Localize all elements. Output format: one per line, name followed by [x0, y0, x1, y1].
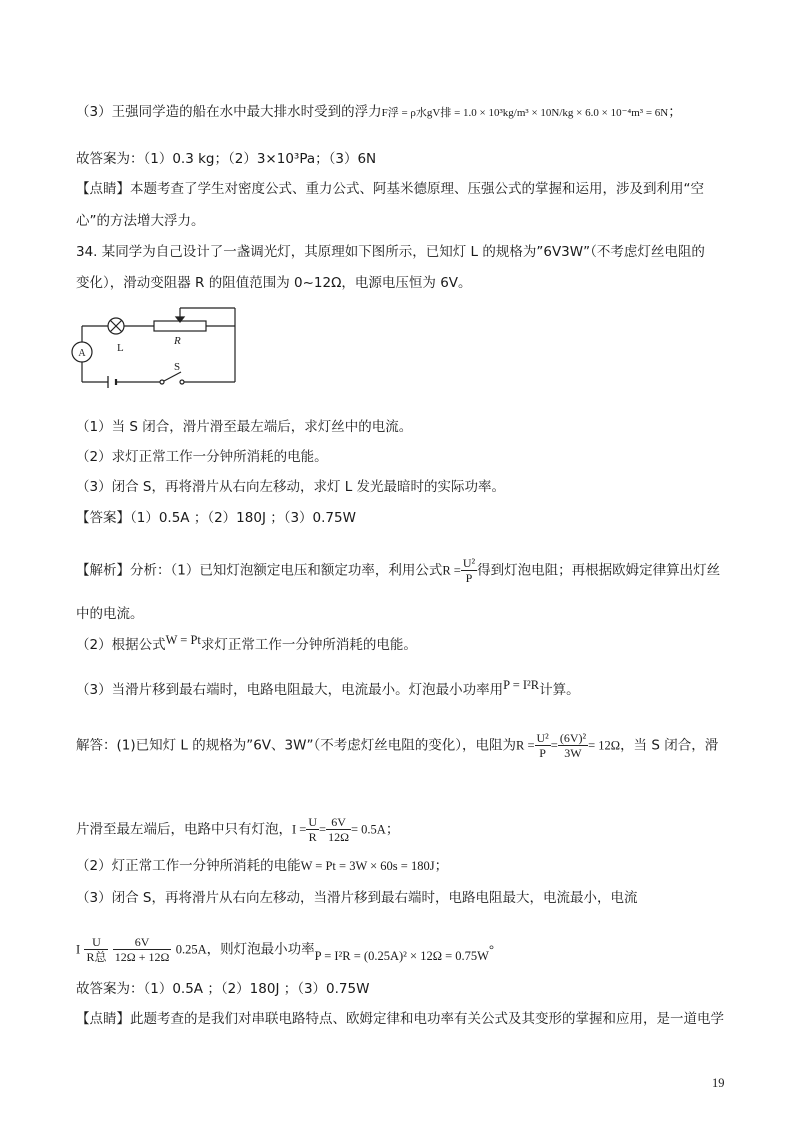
sub-question-2: （2）求灯正常工作一分钟所消耗的电能。	[76, 449, 328, 465]
text-line: 【点睛】本题考查了学生对密度公式、重力公式、阿基米德原理、压强公式的掌握和运用，涉及到利用“空	[76, 181, 704, 197]
switch-symbol	[160, 372, 184, 384]
fraction: $\frac{U}{\text{R总}}$	[86, 935, 107, 964]
text-line: 心”的方法增大浮力。	[76, 213, 205, 229]
text-line: 故答案为：（1）0.5A ；（2）180J ；（3）0.75W	[76, 981, 370, 997]
formula-buoyancy: F浮 = ρ水gV排 = 1.0 × 10³kg/m³ × 10N/kg × 6.0 × 10⁻⁴m³ = 6N	[381, 107, 669, 119]
lamp-label: L	[117, 342, 124, 354]
solution-line: （2）灯正常工作一分钟所消耗的电能W = Pt = 3W × 60s = 180J；	[76, 858, 449, 874]
fraction: $\frac{U}{R}$	[308, 815, 318, 844]
analysis-line: 【解析】分析：（1）已知灯泡额定电压和额定功率，利用公式R = $\frac{\text{U²}}{P}$ 得到灯泡电阻；再根据欧姆定律算出灯丝	[76, 556, 721, 585]
sub-question-3: （3）闭合 S，再将滑片从右向左移动，求灯 L 发光最暗时的实际功率。	[76, 479, 506, 495]
text-line: 中的电流。	[76, 606, 144, 622]
fraction: $\frac{\text{U²}}{P}$	[536, 731, 549, 760]
answer-line: 【答案】（1）0.5A ；（2）180J ；（3）0.75W	[76, 510, 356, 526]
sub-question-1: （1）当 S 闭合，滑片滑至最左端后，求灯丝中的电流。	[76, 419, 413, 435]
solution-line: 片滑至最左端后，电路中只有灯泡，I = $\frac{U}{R}$ = $\frac{6V}{12\Omega}$ = 0.5A；	[76, 815, 400, 844]
circuit-diagram	[60, 300, 250, 390]
fraction: $\frac{6V}{12\Omega}$	[328, 815, 349, 844]
text-line: 【点睛】此题考查的是我们对串联电路特点、欧姆定律和电功率有关公式及其变形的掌握和应用，是一道电学	[76, 1011, 724, 1027]
ammeter-symbol	[72, 342, 92, 362]
fraction: $\frac{\text{(6V)²}}{3W}$	[559, 731, 587, 760]
text-line: 故答案为：（1）0.3 kg；（2）3×10³Pa；（3）6N	[76, 151, 377, 167]
rheostat-label: R	[174, 335, 181, 347]
svg-text:A: A	[78, 348, 86, 359]
solution-line: （3）闭合 S，再将滑片从右向左移动，当滑片移到最右端时，电路电阻最大，电流最小，电流	[76, 890, 638, 906]
battery-symbol	[108, 376, 116, 388]
text-line: （3）当滑片移到最右端时，电路电阻最大，电流最小。灯泡最小功率用P = I²R计算。	[76, 678, 580, 698]
switch-label: S	[174, 361, 181, 373]
text-line: 变化），滑动变阻器 R 的阻值范围为 0~12Ω，电源电压恒为 6V。	[76, 275, 472, 291]
question-34: 34. 某同学为自己设计了一盏调光灯，其原理如下图所示，已知灯 L 的规格为”6V3W”（不考虑灯丝电阻的	[76, 244, 705, 260]
lamp-symbol	[108, 318, 124, 334]
text-line: （3）王强同学造的船在水中最大排水时受到的浮力F浮 = ρ水gV排 = 1.0 × 10³kg/m³ × 10N/kg × 6.0 × 10⁻⁴m³ = 6N；	[76, 104, 682, 120]
solution-line: 解答：(1)已知灯 L 的规格为”6V、3W”（不考虑灯丝电阻的变化），电阻为R = $\frac{\text{U²}}{P}$ = $\frac{\text{(6V)²}}{3W}$ = 12Ω，当 S 闭合，滑	[76, 731, 719, 760]
fraction: $\frac{6V}{12\Omega + 12\Omega}$	[114, 935, 170, 964]
text-line: （2）根据公式W = Pt求灯正常工作一分钟所消耗的电能。	[76, 633, 417, 653]
solution-line: I $\frac{U}{\text{R总}}$ $\frac{6V}{12\Omega + 12\Omega}$ 0.25A，则灯泡最小功率P = I²R = (0.25A)² × 12Ω = 0.75W°	[76, 935, 494, 964]
page-number: 19	[712, 1076, 725, 1090]
fraction: $\frac{\text{U²}}{P}$	[462, 556, 476, 585]
